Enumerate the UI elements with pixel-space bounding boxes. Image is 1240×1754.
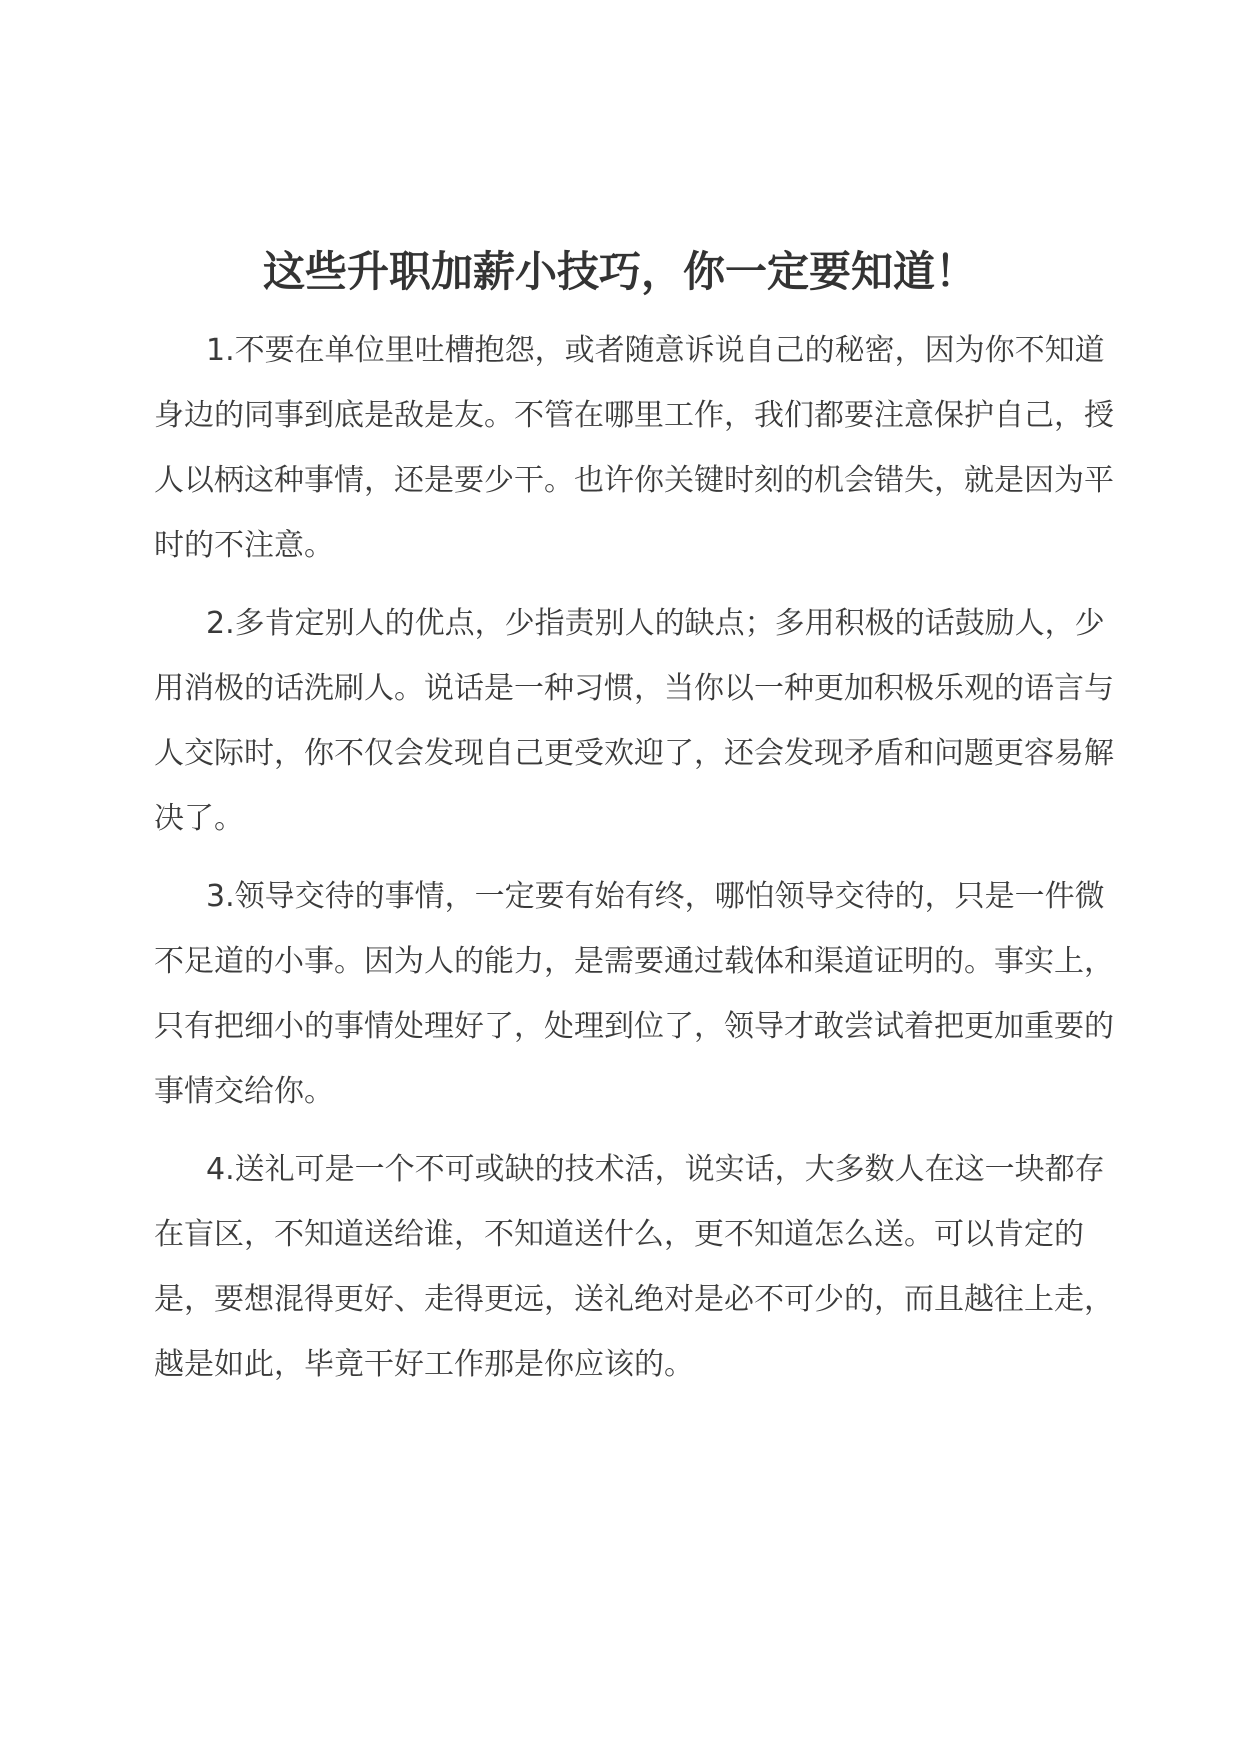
document-title: 这些升职加薪小技巧，你一定要知道！ — [262, 247, 977, 296]
paragraph-4: 4.送礼可是一个不可或缺的技术活，说实话，大多数人在这一块都存在盲区，不知道送给谁，不知道送什么，更不知道怎么送。可以肯定的是，要想混得更好、走得更远，送礼绝对是必不可少的，而且越往上走，越是如此，毕竟干好工作那是你应该的。 — [154, 1152, 1114, 1382]
paragraph-2: 2.多肯定别人的优点，少指责别人的缺点；多用积极的话鼓励人，少用消极的话洗刷人。说话是一种习惯，当你以一种更加积极乐观的语言与人交际时，你不仅会发现自己更受欢迎了，还会发现矛盾和问题更容易解决了。 — [154, 606, 1114, 836]
document-body — [154, 318, 1114, 1410]
paragraph-3: 3.领导交待的事情，一定要有始有终，哪怕领导交待的，只是一件微不足道的小事。因为人的能力，是需要通过载体和渠道证明的。事实上，只有把细小的事情处理好了，处理到位了，领导才敢尝试着把更加重要的事情交给你。 — [154, 879, 1114, 1109]
paragraph-1: 1.不要在单位里吐槽抱怨，或者随意诉说自己的秘密，因为你不知道身边的同事到底是敌是友。不管在哪里工作，我们都要注意保护自己，授人以柄这种事情，还是要少干。也许你关键时刻的机会错失，就是因为平时的不注意。 — [154, 333, 1114, 563]
